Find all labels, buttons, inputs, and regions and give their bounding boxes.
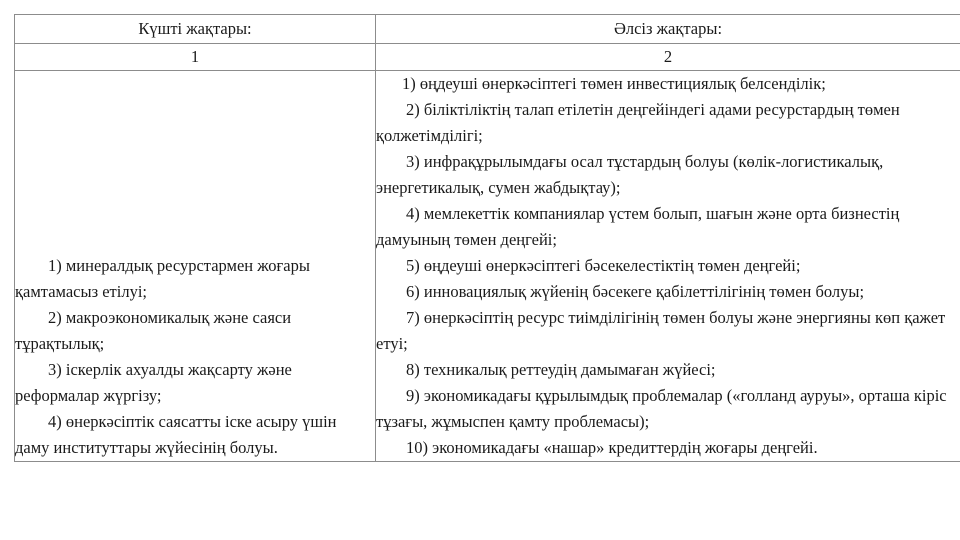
weakness-item: 7) өнеркәсіптің ресурс тиімділігінің төмен болуы және энергияны көп қажет етуі; [376, 308, 946, 353]
weakness-item: 5) өңдеуші өнеркәсіптегі бәсекелестіктің төмен деңгейі; [406, 256, 801, 275]
header-row [15, 15, 960, 44]
strength-item: 1) минералдық ресурстармен жоғары қамтамасыз етілуі; [15, 256, 310, 301]
weakness-item: 6) инновациялық жүйенің бәсекеге қабілеттілігінің төмен болуы; [406, 282, 865, 301]
weaknesses-cell [376, 71, 960, 462]
strengths-header: Күшті жақтары: [15, 15, 376, 44]
weakness-item: 9) экономикадағы құрылымдық проблемалар («голланд ауруы», орташа кіріс тұзағы, жұмыспен қамту проблемасы); [376, 386, 947, 431]
strengths-cell [15, 71, 376, 462]
weakness-item: 1) өңдеуші өнеркәсіптегі төмен инвестициялық белсенділік; [402, 74, 826, 93]
content-row [15, 71, 960, 462]
weakness-item: 2) біліктіліктің талап етілетін деңгейіндегі адами ресурстардың төмен қолжетімділігі; [376, 100, 900, 145]
weakness-item: 8) техникалық реттеудің дамымаған жүйесі; [406, 360, 716, 379]
swot-table [14, 14, 960, 462]
weakness-item: 4) мемлекеттік компаниялар үстем болып, шағын және орта бизнестің дамуының төмен деңгейі; [376, 204, 900, 249]
column-number-row [15, 44, 960, 71]
strength-item: 4) өнеркәсіптік саясатты іске асыру үшін даму институттары жүйесінің болуы. [15, 412, 337, 457]
weaknesses-header: Әлсіз жақтары: [376, 15, 960, 44]
strength-item: 2) макроэкономикалық және саяси тұрақтылық; [15, 308, 292, 353]
column-number-1: 1 [15, 44, 376, 71]
weakness-item: 10) экономикадағы «нашар» кредиттердің жоғары деңгейі. [406, 438, 818, 457]
weakness-item: 3) инфрақұрылымдағы осал тұстардың болуы (көлік-логистикалық, энергетикалық, сумен жабдықтау); [376, 152, 884, 197]
strength-item: 3) іскерлік ахуалды жақсарту және реформалар жүргізу; [15, 360, 292, 405]
column-number-2: 2 [376, 44, 960, 71]
